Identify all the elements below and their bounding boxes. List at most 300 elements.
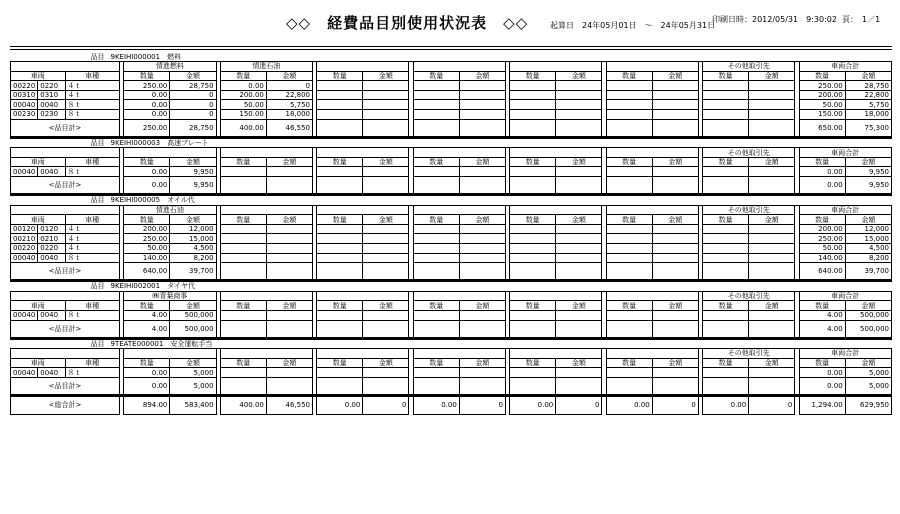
vendor-header bbox=[413, 62, 505, 72]
amount-header: 金額 bbox=[363, 71, 409, 81]
amount-header: 金額 bbox=[652, 157, 698, 167]
item-prefix-label: 品目 bbox=[90, 52, 105, 61]
qty-cell bbox=[703, 310, 749, 320]
amount-cell: 15,000 bbox=[845, 234, 891, 244]
amount-cell bbox=[556, 81, 602, 91]
qty-cell bbox=[510, 177, 556, 194]
qty-header: 数量 bbox=[606, 71, 652, 81]
qty-header: 数量 bbox=[413, 301, 459, 311]
qty-cell: 0.00 bbox=[413, 396, 459, 414]
qty-header: 数量 bbox=[606, 157, 652, 167]
vehicle-code: 00040 bbox=[11, 167, 38, 177]
item-code-name: 9TEATE000001 安全運転手当 bbox=[110, 339, 213, 348]
amount-cell bbox=[459, 234, 505, 244]
qty-cell bbox=[220, 377, 266, 394]
item-prefix-label: 品目 bbox=[90, 196, 105, 205]
amount-cell: 5,000 bbox=[170, 368, 216, 378]
amount-header: 金額 bbox=[556, 157, 602, 167]
amount-cell: 8,200 bbox=[845, 253, 891, 263]
qty-cell: 0.00 bbox=[124, 90, 170, 100]
amount-cell: 18,000 bbox=[266, 110, 312, 120]
amount-header: 金額 bbox=[266, 157, 312, 167]
vehicle-subcode: 0220 bbox=[38, 244, 65, 254]
amount-cell bbox=[652, 110, 698, 120]
qty-header: 数量 bbox=[317, 157, 363, 167]
amount-cell bbox=[556, 167, 602, 177]
vehicle-type-header: 車種 bbox=[65, 157, 120, 167]
subtotal-row bbox=[11, 377, 892, 394]
vendor-header-row bbox=[11, 349, 892, 359]
qty-header: 数量 bbox=[510, 71, 556, 81]
report-table-container bbox=[10, 52, 892, 415]
qty-cell bbox=[606, 224, 652, 234]
amount-header: 金額 bbox=[170, 71, 216, 81]
item-code-name: 9KEIHI000003 高速プレート bbox=[110, 138, 209, 147]
vehicle-total-header: 車両合計 bbox=[799, 148, 891, 158]
amount-cell: 500,000 bbox=[170, 310, 216, 320]
amount-cell: 500,000 bbox=[845, 310, 891, 320]
amount-header: 金額 bbox=[845, 215, 891, 225]
amount-header: 金額 bbox=[363, 215, 409, 225]
qty-cell: 400.00 bbox=[220, 396, 266, 414]
amount-header: 金額 bbox=[459, 157, 505, 167]
vehicle-subcode: 0120 bbox=[38, 224, 65, 234]
amount-cell bbox=[556, 224, 602, 234]
table-row bbox=[11, 253, 892, 263]
amount-header: 金額 bbox=[363, 301, 409, 311]
amount-cell bbox=[556, 320, 602, 337]
qty-cell: 0.00 bbox=[124, 167, 170, 177]
qty-cell: 200.00 bbox=[799, 90, 845, 100]
qty-cell bbox=[413, 310, 459, 320]
vehicle-total-header: 車両合計 bbox=[799, 62, 891, 72]
qty-header: 数量 bbox=[799, 358, 845, 368]
vendor-header bbox=[220, 291, 312, 301]
amount-cell: 0 bbox=[556, 396, 602, 414]
qty-header: 数量 bbox=[124, 71, 170, 81]
amount-header: 金額 bbox=[266, 71, 312, 81]
amount-cell: 4,500 bbox=[170, 244, 216, 254]
item-title bbox=[11, 339, 892, 349]
other-vendor-header: その他取引先 bbox=[703, 349, 795, 359]
qty-header: 数量 bbox=[703, 358, 749, 368]
grand-total-row bbox=[11, 396, 892, 414]
qty-cell: 0.00 bbox=[220, 81, 266, 91]
amount-cell: 9,950 bbox=[845, 177, 891, 194]
amount-cell: 0 bbox=[170, 110, 216, 120]
amount-cell bbox=[556, 253, 602, 263]
vendor-header bbox=[413, 148, 505, 158]
qty-cell: 250.00 bbox=[124, 81, 170, 91]
qty-header: 数量 bbox=[606, 301, 652, 311]
qty-cell bbox=[606, 310, 652, 320]
qty-cell bbox=[703, 263, 749, 280]
vehicle-subcode: 0040 bbox=[38, 100, 65, 110]
qty-cell bbox=[606, 177, 652, 194]
qty-cell bbox=[413, 368, 459, 378]
table-row bbox=[11, 368, 892, 378]
vehicle-type-header: 車種 bbox=[65, 71, 120, 81]
vehicle-total-header: 車両合計 bbox=[799, 291, 891, 301]
vehicle-type: ８ｔ bbox=[65, 110, 120, 120]
qty-cell bbox=[606, 263, 652, 280]
amount-cell bbox=[266, 253, 312, 263]
qty-cell: 0.00 bbox=[510, 396, 556, 414]
amount-cell bbox=[459, 320, 505, 337]
amount-cell bbox=[363, 244, 409, 254]
amount-cell bbox=[459, 368, 505, 378]
amount-header: 金額 bbox=[652, 301, 698, 311]
qty-cell bbox=[703, 234, 749, 244]
amount-cell: 0 bbox=[363, 396, 409, 414]
qty-header: 数量 bbox=[703, 71, 749, 81]
qty-cell bbox=[413, 177, 459, 194]
item-title bbox=[11, 138, 892, 148]
vehicle-code: 00040 bbox=[11, 310, 38, 320]
qty-cell bbox=[703, 100, 749, 110]
vehicle-code: 00040 bbox=[11, 368, 38, 378]
qty-cell bbox=[606, 100, 652, 110]
qty-cell bbox=[703, 177, 749, 194]
qty-cell bbox=[220, 244, 266, 254]
vehicle-header: 車両 bbox=[11, 358, 66, 368]
qty-cell bbox=[510, 81, 556, 91]
amount-header: 金額 bbox=[652, 71, 698, 81]
vehicle-code: 00120 bbox=[11, 224, 38, 234]
qty-cell bbox=[220, 234, 266, 244]
amount-cell: 15,000 bbox=[170, 234, 216, 244]
report-header bbox=[0, 0, 900, 48]
amount-header: 金額 bbox=[459, 301, 505, 311]
amount-header: 金額 bbox=[845, 71, 891, 81]
qty-cell bbox=[510, 244, 556, 254]
vehicle-total-header: 車両合計 bbox=[799, 349, 891, 359]
amount-cell: 39,700 bbox=[170, 263, 216, 280]
amount-cell bbox=[363, 100, 409, 110]
amount-header: 金額 bbox=[749, 157, 795, 167]
amount-cell bbox=[652, 244, 698, 254]
amount-cell bbox=[556, 234, 602, 244]
amount-cell bbox=[749, 244, 795, 254]
amount-cell: 28,750 bbox=[170, 119, 216, 136]
blank-header-cell bbox=[11, 291, 120, 301]
vendor-header-row bbox=[11, 148, 892, 158]
qty-cell: 250.00 bbox=[799, 234, 845, 244]
qty-header: 数量 bbox=[220, 71, 266, 81]
amount-cell bbox=[363, 377, 409, 394]
amount-cell bbox=[363, 263, 409, 280]
qty-cell: 4.00 bbox=[799, 320, 845, 337]
vehicle-type-header: 車種 bbox=[65, 358, 120, 368]
qty-cell bbox=[510, 90, 556, 100]
subtotal-label: <品目計> bbox=[11, 119, 120, 136]
amount-cell: 629,950 bbox=[845, 396, 891, 414]
qty-header: 数量 bbox=[799, 71, 845, 81]
item-title-row bbox=[11, 339, 892, 349]
other-vendor-header: その他取引先 bbox=[703, 291, 795, 301]
item-title-row bbox=[11, 138, 892, 148]
amount-cell bbox=[363, 368, 409, 378]
qty-cell bbox=[220, 177, 266, 194]
vendor-header bbox=[317, 62, 409, 72]
vehicle-subcode: 0310 bbox=[38, 90, 65, 100]
qty-cell bbox=[413, 90, 459, 100]
vendor-header-row bbox=[11, 62, 892, 72]
qty-cell bbox=[703, 110, 749, 120]
item-title bbox=[11, 282, 892, 292]
subtotal-label: <品目計> bbox=[11, 263, 120, 280]
vehicle-code: 00210 bbox=[11, 234, 38, 244]
qty-header: 数量 bbox=[799, 215, 845, 225]
amount-cell: 75,300 bbox=[845, 119, 891, 136]
subtotal-label: <品目計> bbox=[11, 177, 120, 194]
qty-cell bbox=[703, 244, 749, 254]
amount-cell bbox=[652, 310, 698, 320]
qty-header: 数量 bbox=[124, 358, 170, 368]
amount-cell: 9,950 bbox=[170, 167, 216, 177]
qty-cell bbox=[703, 320, 749, 337]
vehicle-type: ４ｔ bbox=[65, 90, 120, 100]
blank-header-cell bbox=[11, 62, 120, 72]
page-number: 頁： 1／1 bbox=[842, 15, 881, 24]
vendor-header: 情進石油 bbox=[220, 62, 312, 72]
qty-cell bbox=[413, 224, 459, 234]
vendor-header bbox=[606, 205, 698, 215]
qty-cell bbox=[413, 244, 459, 254]
other-vendor-header: その他取引先 bbox=[703, 62, 795, 72]
qty-cell bbox=[510, 263, 556, 280]
qty-cell: 640.00 bbox=[799, 263, 845, 280]
amount-cell bbox=[363, 234, 409, 244]
qty-cell bbox=[413, 100, 459, 110]
qty-cell bbox=[510, 310, 556, 320]
vehicle-type: ４ｔ bbox=[65, 244, 120, 254]
amount-cell bbox=[459, 81, 505, 91]
amount-cell: 5,000 bbox=[845, 368, 891, 378]
amount-cell: 0 bbox=[459, 396, 505, 414]
amount-cell bbox=[556, 244, 602, 254]
amount-cell bbox=[652, 167, 698, 177]
other-vendor-header: その他取引先 bbox=[703, 205, 795, 215]
vendor-header bbox=[317, 349, 409, 359]
qty-cell bbox=[606, 368, 652, 378]
qty-cell: 200.00 bbox=[220, 90, 266, 100]
amount-cell bbox=[363, 253, 409, 263]
qty-header: 数量 bbox=[220, 358, 266, 368]
vehicle-code: 00220 bbox=[11, 244, 38, 254]
qty-cell bbox=[220, 263, 266, 280]
amount-cell bbox=[749, 234, 795, 244]
vehicle-subcode: 0040 bbox=[38, 253, 65, 263]
amount-cell: 5,000 bbox=[845, 377, 891, 394]
qty-header: 数量 bbox=[317, 71, 363, 81]
blank-header-cell bbox=[11, 205, 120, 215]
vehicle-type: ８ｔ bbox=[65, 368, 120, 378]
amount-cell bbox=[459, 90, 505, 100]
vehicle-header: 車両 bbox=[11, 71, 66, 81]
vehicle-subcode: 0040 bbox=[38, 310, 65, 320]
qty-header: 数量 bbox=[413, 215, 459, 225]
qty-cell bbox=[413, 81, 459, 91]
qty-cell bbox=[317, 119, 363, 136]
amount-cell bbox=[459, 224, 505, 234]
table-row bbox=[11, 100, 892, 110]
qty-header: 数量 bbox=[317, 358, 363, 368]
amount-cell bbox=[749, 368, 795, 378]
amount-cell bbox=[459, 177, 505, 194]
amount-cell bbox=[749, 263, 795, 280]
vehicle-subcode: 0040 bbox=[38, 368, 65, 378]
amount-cell: 12,000 bbox=[170, 224, 216, 234]
vehicle-subcode: 0210 bbox=[38, 234, 65, 244]
qty-header: 数量 bbox=[317, 215, 363, 225]
qty-cell: 0.00 bbox=[124, 377, 170, 394]
vehicle-header: 車両 bbox=[11, 301, 66, 311]
amount-cell bbox=[749, 90, 795, 100]
qty-cell bbox=[413, 234, 459, 244]
qty-cell bbox=[703, 224, 749, 234]
amount-cell bbox=[556, 90, 602, 100]
amount-cell: 12,000 bbox=[845, 224, 891, 234]
qty-cell bbox=[703, 90, 749, 100]
amount-cell: 22,800 bbox=[845, 90, 891, 100]
qty-header: 数量 bbox=[220, 215, 266, 225]
qty-cell bbox=[510, 110, 556, 120]
qty-cell: 0.00 bbox=[703, 396, 749, 414]
qty-cell bbox=[317, 320, 363, 337]
vendor-header bbox=[510, 62, 602, 72]
amount-cell bbox=[652, 100, 698, 110]
qty-cell bbox=[606, 253, 652, 263]
qty-cell bbox=[317, 81, 363, 91]
qty-cell bbox=[413, 320, 459, 337]
qty-cell: 4.00 bbox=[124, 320, 170, 337]
amount-cell bbox=[652, 81, 698, 91]
qty-header: 数量 bbox=[220, 157, 266, 167]
amount-header: 金額 bbox=[556, 215, 602, 225]
qty-cell bbox=[317, 368, 363, 378]
vendor-header-row bbox=[11, 291, 892, 301]
amount-cell: 500,000 bbox=[845, 320, 891, 337]
qty-cell bbox=[510, 167, 556, 177]
qty-header: 数量 bbox=[510, 157, 556, 167]
amount-cell bbox=[556, 263, 602, 280]
vendor-header bbox=[510, 148, 602, 158]
subtotal-row bbox=[11, 177, 892, 194]
vendor-header bbox=[220, 205, 312, 215]
table-row bbox=[11, 81, 892, 91]
amount-cell bbox=[556, 100, 602, 110]
vendor-header bbox=[606, 62, 698, 72]
qty-cell bbox=[220, 224, 266, 234]
qty-cell bbox=[413, 119, 459, 136]
vendor-header bbox=[510, 205, 602, 215]
amount-cell bbox=[652, 320, 698, 337]
column-header-row bbox=[11, 71, 892, 81]
amount-header: 金額 bbox=[845, 157, 891, 167]
amount-cell bbox=[749, 253, 795, 263]
qty-cell bbox=[510, 253, 556, 263]
qty-cell: 140.00 bbox=[124, 253, 170, 263]
subtotal-row bbox=[11, 263, 892, 280]
vendor-header-row bbox=[11, 205, 892, 215]
vehicle-type: ８ｔ bbox=[65, 167, 120, 177]
qty-header: 数量 bbox=[124, 301, 170, 311]
qty-cell: 0.00 bbox=[124, 100, 170, 110]
qty-header: 数量 bbox=[703, 215, 749, 225]
qty-cell: 0.00 bbox=[124, 110, 170, 120]
vehicle-code: 00040 bbox=[11, 100, 38, 110]
qty-cell: 200.00 bbox=[124, 224, 170, 234]
qty-cell: 4.00 bbox=[124, 310, 170, 320]
amount-cell: 46,550 bbox=[266, 119, 312, 136]
qty-cell bbox=[220, 320, 266, 337]
amount-header: 金額 bbox=[170, 301, 216, 311]
qty-cell bbox=[413, 377, 459, 394]
qty-header: 数量 bbox=[124, 157, 170, 167]
vendor-header bbox=[220, 349, 312, 359]
table-row bbox=[11, 310, 892, 320]
table-row bbox=[11, 224, 892, 234]
report-title: ◇◇ 経費品目別使用状況表 ◇◇ bbox=[286, 14, 529, 32]
amount-cell: 500,000 bbox=[170, 320, 216, 337]
amount-cell: 28,750 bbox=[845, 81, 891, 91]
qty-cell bbox=[317, 90, 363, 100]
qty-cell bbox=[317, 377, 363, 394]
item-title-row bbox=[11, 282, 892, 292]
qty-cell: 140.00 bbox=[799, 253, 845, 263]
qty-cell bbox=[220, 167, 266, 177]
subtotal-row bbox=[11, 119, 892, 136]
amount-cell bbox=[266, 320, 312, 337]
item-code-name: 9KEIHI000001 燃料 bbox=[110, 52, 182, 61]
qty-cell: 0.00 bbox=[799, 167, 845, 177]
qty-cell bbox=[703, 81, 749, 91]
qty-header: 数量 bbox=[799, 157, 845, 167]
qty-header: 数量 bbox=[606, 215, 652, 225]
vendor-header bbox=[124, 349, 216, 359]
amount-cell bbox=[363, 224, 409, 234]
vehicle-subcode: 0040 bbox=[38, 167, 65, 177]
amount-cell bbox=[556, 177, 602, 194]
qty-cell bbox=[317, 177, 363, 194]
qty-cell: 0.00 bbox=[799, 368, 845, 378]
usage-report-table bbox=[10, 52, 892, 415]
vehicle-type-header: 車種 bbox=[65, 215, 120, 225]
amount-header: 金額 bbox=[459, 358, 505, 368]
amount-cell: 5,000 bbox=[170, 377, 216, 394]
qty-cell bbox=[220, 310, 266, 320]
other-vendor-header: その他取引先 bbox=[703, 148, 795, 158]
amount-header: 金額 bbox=[845, 358, 891, 368]
qty-cell: 4.00 bbox=[799, 310, 845, 320]
qty-cell: 200.00 bbox=[799, 224, 845, 234]
amount-cell bbox=[556, 377, 602, 394]
vehicle-subcode: 0230 bbox=[38, 110, 65, 120]
qty-cell bbox=[317, 263, 363, 280]
qty-cell bbox=[317, 224, 363, 234]
qty-cell: 0.00 bbox=[317, 396, 363, 414]
amount-cell bbox=[459, 244, 505, 254]
amount-cell bbox=[749, 224, 795, 234]
amount-cell bbox=[266, 377, 312, 394]
amount-cell bbox=[266, 244, 312, 254]
amount-cell bbox=[749, 119, 795, 136]
qty-header: 数量 bbox=[510, 358, 556, 368]
amount-cell bbox=[459, 167, 505, 177]
vendor-header: 情進石油 bbox=[124, 205, 216, 215]
amount-cell: 5,750 bbox=[845, 100, 891, 110]
